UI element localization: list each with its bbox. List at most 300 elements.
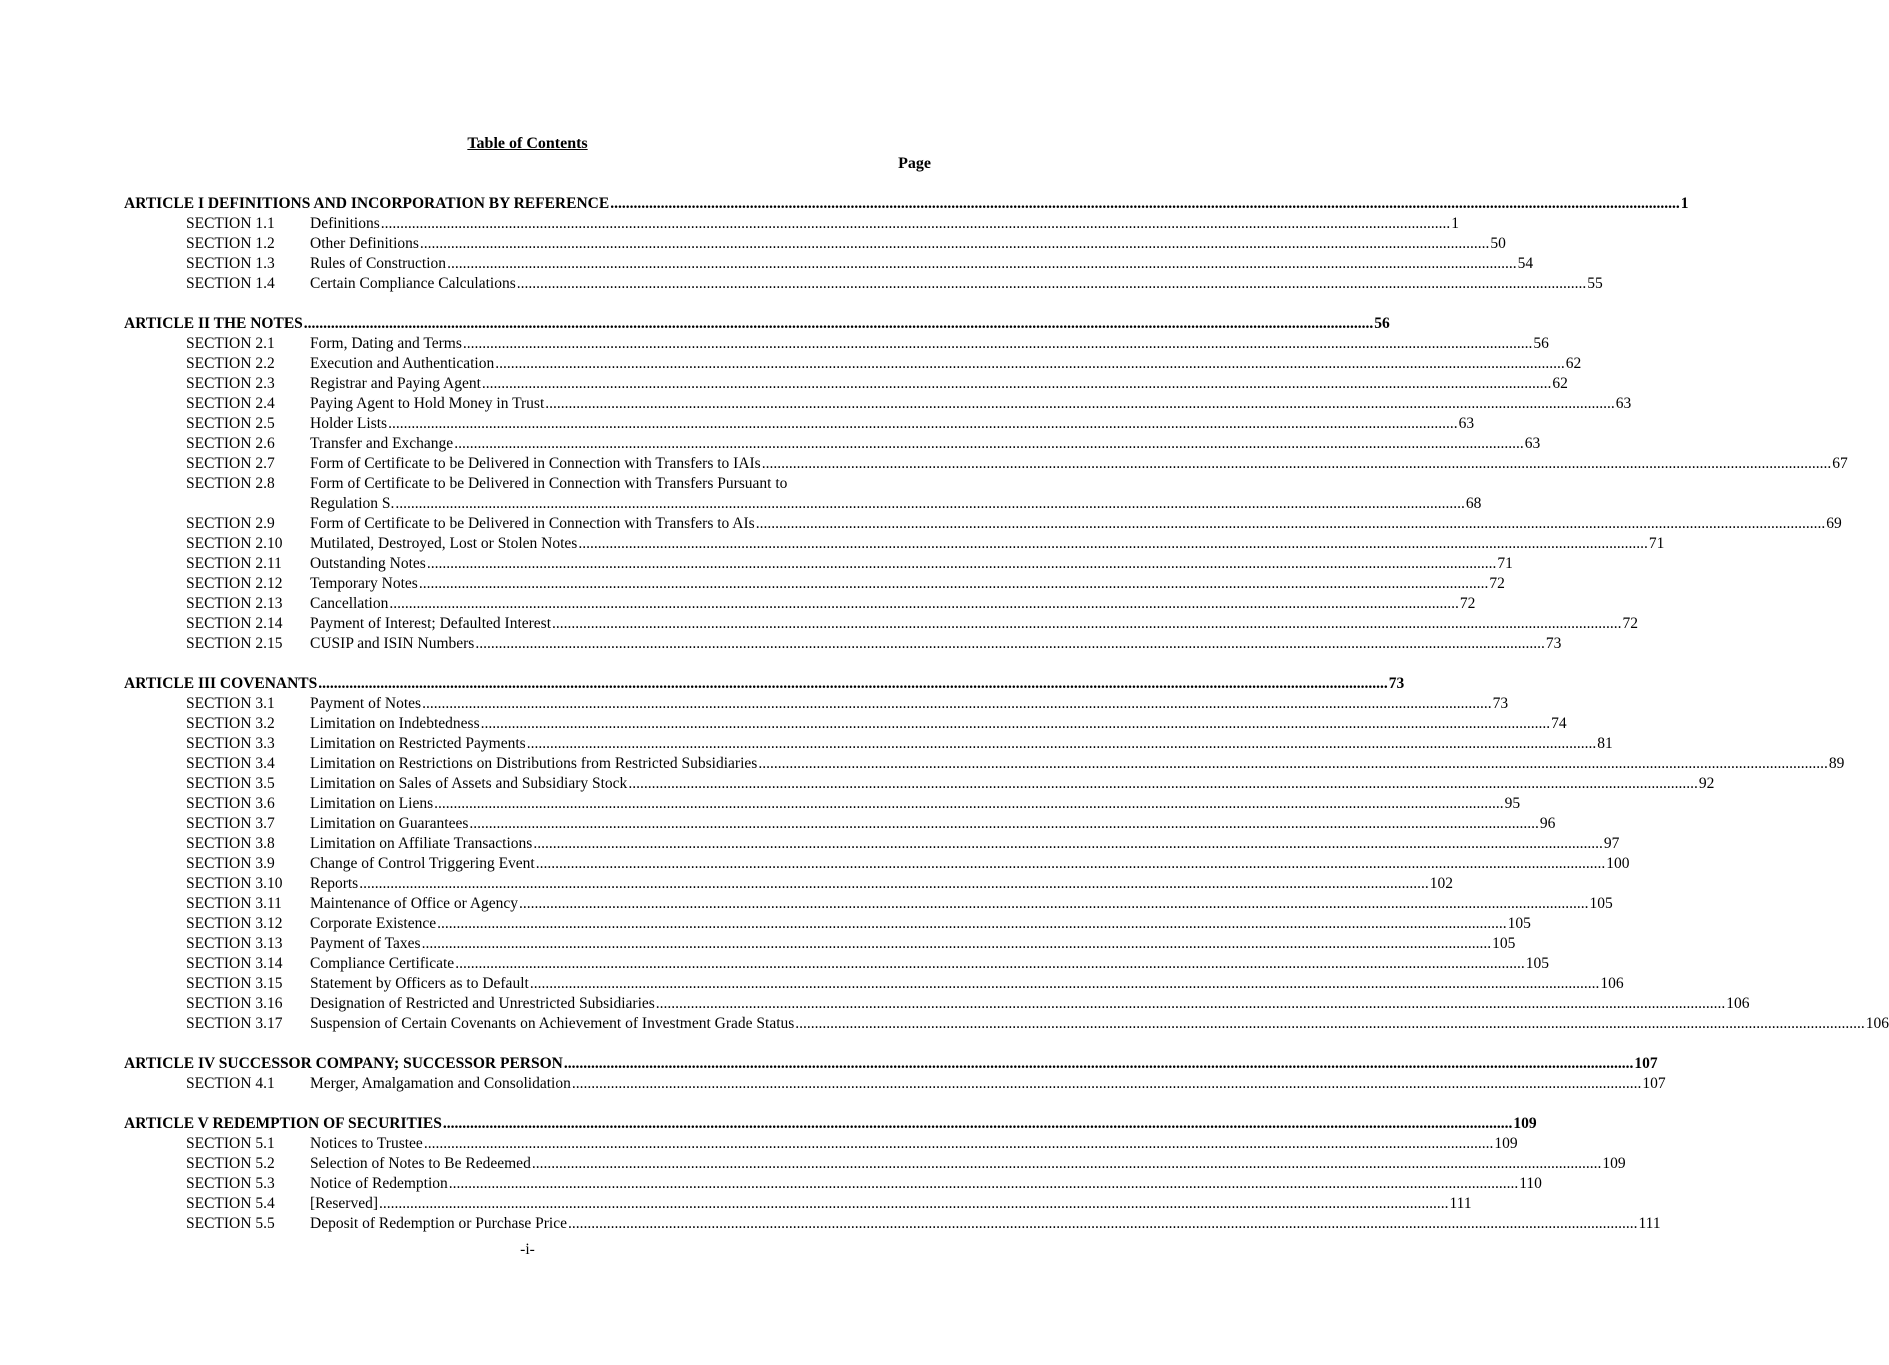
toc-section-entry[interactable] (124, 374, 1568, 394)
section-title-line (310, 734, 1613, 754)
toc-section-entry[interactable] (124, 1214, 1661, 1234)
section-title: Selection of Notes to Be Redeemed (310, 1155, 531, 1172)
section-page-number: 111 (1638, 1215, 1661, 1232)
section-number: SECTION 1.2 (186, 235, 275, 252)
section-page-number: 105 (1589, 895, 1613, 912)
section-title-line (310, 914, 1531, 934)
section-page-number: 74 (1551, 715, 1567, 732)
section-number: SECTION 3.10 (186, 875, 283, 892)
section-title: Limitation on Guarantees (310, 815, 469, 832)
article-title: ARTICLE V REDEMPTION OF SECURITIES (124, 1115, 442, 1132)
section-body (310, 1014, 1889, 1034)
section-page-number: 106 (1865, 1015, 1889, 1032)
section-body (310, 854, 1630, 874)
section-title-line (310, 1214, 1661, 1234)
section-title-line (310, 374, 1568, 394)
section-page-number: 110 (1519, 1175, 1542, 1192)
section-number: SECTION 5.1 (186, 1135, 275, 1152)
dot-leader (482, 374, 1552, 394)
section-title: Maintenance of Office or Agency (310, 895, 519, 912)
section-title-line (310, 1074, 1666, 1094)
section-page-number: 92 (1698, 775, 1715, 792)
section-title-line (310, 354, 1581, 374)
toc-section-entry[interactable] (124, 1154, 1626, 1174)
section-page-number: 81 (1597, 735, 1613, 752)
dot-leader (533, 834, 1603, 854)
section-title-line (310, 814, 1555, 834)
toc-section-entry[interactable] (124, 734, 1613, 754)
section-number: SECTION 3.14 (186, 955, 283, 972)
toc-section-entry[interactable] (124, 974, 1624, 994)
section-title: Statement by Officers as to Default (310, 975, 529, 992)
section-page-number: 102 (1429, 875, 1453, 892)
section-number: SECTION 2.1 (186, 335, 275, 352)
section-page-number: 1 (1451, 215, 1459, 232)
toc-article-entry[interactable] (124, 194, 1689, 214)
toc-section-entry[interactable] (124, 934, 1516, 954)
section-title: Form, Dating and Terms (310, 335, 462, 352)
section-title: Limitation on Affiliate Transactions (310, 835, 533, 852)
toc-article-entry[interactable] (124, 674, 1405, 694)
toc-list (124, 194, 1889, 1234)
section-title-line (310, 854, 1630, 874)
dot-leader (481, 714, 1551, 734)
section-title-line (310, 974, 1624, 994)
dot-leader (427, 554, 1497, 574)
dot-leader (578, 534, 1648, 554)
section-body (310, 714, 1567, 734)
section-number: SECTION 3.7 (186, 815, 275, 832)
section-title: Payment of Interest; Defaulted Interest (310, 615, 552, 632)
section-title-line (310, 1014, 1889, 1034)
section-body (310, 934, 1515, 954)
section-title-line (310, 214, 1459, 234)
section-title: Reports (310, 875, 359, 892)
section-body (310, 394, 1631, 414)
section-body (310, 994, 1750, 1014)
section-page-number: 109 (1602, 1155, 1626, 1172)
dot-leader (656, 994, 1726, 1014)
toc-section-entry[interactable] (124, 834, 1620, 854)
dot-leader (495, 354, 1565, 374)
toc-section-entry[interactable] (124, 1014, 1889, 1034)
dot-leader (572, 1074, 1642, 1094)
section-title: Merger, Amalgamation and Consolidation (310, 1075, 571, 1092)
section-number: SECTION 5.4 (186, 1195, 275, 1212)
toc-section-entry[interactable] (124, 574, 1505, 594)
section-title-line (310, 774, 1714, 794)
section-title-line (310, 494, 1481, 514)
section-title: Registrar and Paying Agent (310, 375, 481, 392)
section-page-number: 71 (1497, 555, 1513, 572)
section-title: Mutilated, Destroyed, Lost or Stolen Notes (310, 535, 578, 552)
toc-section-entry[interactable] (124, 1194, 1472, 1214)
section-page-number: 63 (1524, 435, 1541, 452)
section-title: Change of Control Triggering Event (310, 855, 535, 872)
section-title: Paying Agent to Hold Money in Trust (310, 395, 545, 412)
section-title-line (310, 614, 1638, 634)
dot-leader (530, 974, 1600, 994)
section-title-line (310, 454, 1848, 474)
dot-leader (564, 1054, 1634, 1074)
section-page-number: 105 (1507, 915, 1531, 932)
section-number: SECTION 3.16 (186, 995, 283, 1012)
toc-heading: Table of Contents (467, 135, 588, 152)
section-page-number: 73 (1492, 695, 1509, 712)
toc-section-entry[interactable] (124, 774, 1715, 794)
section-number: SECTION 2.10 (186, 535, 283, 552)
toc-section-entry[interactable] (124, 814, 1556, 834)
toc-section-entry[interactable] (124, 254, 1534, 274)
section-number: SECTION 2.3 (186, 375, 275, 392)
toc-section-entry[interactable] (124, 954, 1549, 974)
dot-leader (475, 634, 1545, 654)
dot-leader (447, 254, 1517, 274)
section-body (310, 634, 1561, 654)
section-title: Compliance Certificate (310, 955, 455, 972)
section-number: SECTION 2.5 (186, 415, 275, 432)
article-page-number: 107 (1634, 1055, 1658, 1072)
section-body (310, 274, 1603, 294)
dot-leader (388, 414, 1458, 434)
section-title: Limitation on Restrictions on Distributions from Restricted Subsidiaries (310, 755, 758, 772)
dot-leader (545, 394, 1615, 414)
article-page-number: 1 (1680, 195, 1689, 212)
section-page-number: 105 (1492, 935, 1516, 952)
dot-leader (389, 594, 1459, 614)
toc-section-entry[interactable] (124, 474, 1482, 514)
section-title-line (310, 794, 1520, 814)
section-body (310, 374, 1568, 394)
section-page-number: 69 (1826, 515, 1842, 532)
toc-article-entry[interactable] (124, 1054, 1658, 1074)
section-number: SECTION 2.6 (186, 435, 275, 452)
section-title: Holder Lists (310, 415, 388, 432)
toc-article-entry[interactable] (124, 314, 1390, 334)
section-body (310, 454, 1848, 474)
toc-section-entry[interactable] (124, 354, 1582, 374)
page-number-footer: -i- (520, 1241, 535, 1258)
toc-section-entry[interactable] (124, 1134, 1518, 1154)
toc-section-entry[interactable] (124, 874, 1453, 894)
section-number: SECTION 2.4 (186, 395, 275, 412)
section-title-line (310, 274, 1603, 294)
section-body (310, 774, 1714, 794)
section-body (310, 754, 1844, 774)
section-page-number: 106 (1600, 975, 1624, 992)
section-page-number: 100 (1606, 855, 1630, 872)
section-body (310, 234, 1506, 254)
section-page-number: 95 (1504, 795, 1521, 812)
section-body (310, 914, 1531, 934)
toc-section-entry[interactable] (124, 434, 1541, 454)
section-page-number: 54 (1517, 255, 1534, 272)
section-number: SECTION 2.15 (186, 635, 283, 652)
section-title-line (310, 254, 1533, 274)
toc-spacer (124, 294, 931, 314)
toc-section-entry[interactable] (124, 634, 1562, 654)
dot-leader (379, 1194, 1449, 1214)
section-title: Suspension of Certain Covenants on Achievement of Investment Grade Status (310, 1015, 795, 1032)
section-number: SECTION 1.1 (186, 215, 275, 232)
dot-leader (532, 1154, 1602, 1174)
section-number: SECTION 1.4 (186, 275, 275, 292)
toc-spacer (124, 654, 931, 674)
section-title: Other Definitions (310, 235, 419, 252)
dot-leader (419, 574, 1489, 594)
section-title-line (310, 574, 1505, 594)
section-number: SECTION 2.12 (186, 575, 283, 592)
section-body (310, 354, 1581, 374)
section-body (310, 474, 1481, 514)
section-page-number: 109 (1494, 1135, 1518, 1152)
section-page-number: 50 (1490, 235, 1506, 252)
section-page-number: 55 (1587, 275, 1603, 292)
dot-leader (449, 1174, 1519, 1194)
section-title: Outstanding Notes (310, 555, 426, 572)
toc-section-entry[interactable] (124, 514, 1842, 534)
section-number: SECTION 3.17 (186, 1015, 283, 1032)
dot-leader (610, 194, 1680, 214)
section-number: SECTION 2.2 (186, 355, 275, 372)
section-number: SECTION 4.1 (186, 1075, 275, 1092)
toc-section-entry[interactable] (124, 754, 1845, 774)
section-title: Form of Certificate to be Delivered in Connection with Transfers to IAIs (310, 455, 761, 472)
section-number: SECTION 3.9 (186, 855, 275, 872)
section-body (310, 594, 1475, 614)
section-title-line (310, 1154, 1626, 1174)
article-page-number: 56 (1374, 315, 1390, 332)
section-title: CUSIP and ISIN Numbers (310, 635, 475, 652)
dot-leader (437, 914, 1507, 934)
section-page-number: 63 (1458, 415, 1475, 432)
dot-leader (469, 814, 1539, 834)
section-page-number: 97 (1603, 835, 1620, 852)
section-title-line (310, 414, 1474, 434)
section-title-line (310, 234, 1506, 254)
toc-section-entry[interactable] (124, 914, 1531, 934)
section-title-line (310, 534, 1664, 554)
section-title-line (310, 554, 1513, 574)
article-title: ARTICLE II THE NOTES (124, 315, 303, 332)
dot-leader (395, 494, 1465, 514)
article-title: ARTICLE IV SUCCESSOR COMPANY; SUCCESSOR PERSON (124, 1055, 563, 1072)
section-page-number: 111 (1449, 1195, 1472, 1212)
toc-section-entry[interactable] (124, 234, 1506, 254)
section-page-number: 68 (1465, 495, 1482, 512)
section-title-line (310, 334, 1549, 354)
toc-section-entry[interactable] (124, 414, 1475, 434)
section-title-line (310, 474, 1481, 494)
toc-section-entry[interactable] (124, 794, 1521, 814)
section-number: SECTION 2.13 (186, 595, 283, 612)
article-page-number: 73 (1388, 675, 1405, 692)
section-number: SECTION 5.5 (186, 1215, 275, 1232)
toc-section-entry[interactable] (124, 694, 1509, 714)
section-page-number: 105 (1525, 955, 1549, 972)
section-body (310, 534, 1664, 554)
dot-leader (552, 614, 1622, 634)
dot-leader (304, 314, 1374, 334)
section-title: Cancellation (310, 595, 389, 612)
dot-leader (443, 1114, 1513, 1134)
section-title-line (310, 874, 1453, 894)
section-title: Limitation on Indebtedness (310, 715, 480, 732)
section-title-line (310, 894, 1613, 914)
section-number: SECTION 1.3 (186, 255, 275, 272)
section-title: Execution and Authentication (310, 355, 495, 372)
article-title: ARTICLE I DEFINITIONS AND INCORPORATION BY REFERENCE (124, 195, 610, 212)
section-page-number: 96 (1539, 815, 1556, 832)
toc-article-entry[interactable] (124, 1114, 1537, 1134)
section-body (310, 1134, 1518, 1154)
section-title: Temporary Notes (310, 575, 418, 592)
section-number: SECTION 3.15 (186, 975, 283, 992)
section-number: SECTION 2.9 (186, 515, 275, 532)
section-title-line (310, 634, 1561, 654)
dot-leader (795, 1014, 1865, 1034)
toc-spacer (124, 1034, 931, 1054)
section-number: SECTION 3.8 (186, 835, 275, 852)
section-title-line (310, 714, 1567, 734)
dot-leader (422, 694, 1492, 714)
section-body (310, 1174, 1542, 1194)
page-column-label: Page (898, 155, 931, 172)
toc-section-entry[interactable] (124, 214, 1459, 234)
toc-section-entry[interactable] (124, 614, 1639, 634)
toc-section-entry[interactable] (124, 554, 1513, 574)
section-body (310, 614, 1638, 634)
dot-leader (422, 934, 1492, 954)
section-title-line (310, 1194, 1472, 1214)
section-title: Designation of Restricted and Unrestricted Subsidiaries (310, 995, 655, 1012)
dot-leader (381, 214, 1451, 234)
toc-section-entry[interactable] (124, 334, 1549, 354)
section-body (310, 814, 1555, 834)
section-number: SECTION 3.3 (186, 735, 275, 752)
section-page-number: 72 (1489, 575, 1505, 592)
section-title-line (310, 954, 1549, 974)
section-page-number: 56 (1533, 335, 1549, 352)
section-number: SECTION 5.2 (186, 1155, 275, 1172)
dot-leader (568, 1214, 1638, 1234)
section-body (310, 554, 1513, 574)
section-number: SECTION 3.12 (186, 915, 283, 932)
section-body (310, 894, 1613, 914)
toc-spacer (124, 1094, 931, 1114)
dot-leader (517, 274, 1587, 294)
toc-section-entry[interactable] (124, 534, 1665, 554)
dot-leader (318, 674, 1388, 694)
section-title-line (310, 754, 1844, 774)
section-title: Form of Certificate to be Delivered in Connection with Transfers to AIs (310, 515, 755, 532)
section-number: SECTION 3.6 (186, 795, 275, 812)
section-title-continued: Regulation S. (310, 495, 395, 512)
dot-leader (756, 514, 1826, 534)
section-title: Deposit of Redemption or Purchase Price (310, 1215, 567, 1232)
section-page-number: 72 (1622, 615, 1639, 632)
section-number: SECTION 2.14 (186, 615, 283, 632)
section-title: [Reserved] (310, 1195, 378, 1212)
section-body (310, 254, 1533, 274)
section-page-number: 89 (1828, 755, 1845, 772)
section-body (310, 1214, 1661, 1234)
section-page-number: 62 (1565, 355, 1582, 372)
section-body (310, 334, 1549, 354)
toc-section-entry[interactable] (124, 594, 1476, 614)
toc-section-entry[interactable] (124, 714, 1567, 734)
section-title: Rules of Construction (310, 255, 447, 272)
section-number: SECTION 3.1 (186, 695, 275, 712)
section-number: SECTION 3.13 (186, 935, 283, 952)
toc-section-entry[interactable] (124, 1074, 1666, 1094)
section-page-number: 63 (1615, 395, 1632, 412)
section-title: Payment of Taxes (310, 935, 421, 952)
toc-section-entry[interactable] (124, 394, 1632, 414)
section-number: SECTION 3.11 (186, 895, 282, 912)
section-page-number: 71 (1648, 535, 1665, 552)
toc-section-entry[interactable] (124, 274, 1603, 294)
section-number: SECTION 2.8 (186, 475, 275, 492)
section-title: Corporate Existence (310, 915, 437, 932)
section-title-line (310, 834, 1619, 854)
section-body (310, 574, 1505, 594)
section-title: Limitation on Liens (310, 795, 434, 812)
section-body (310, 834, 1619, 854)
toc-section-entry[interactable] (124, 854, 1630, 874)
dot-leader (424, 1134, 1494, 1154)
section-page-number: 107 (1642, 1075, 1666, 1092)
section-body (310, 1154, 1626, 1174)
section-title-line (310, 1134, 1518, 1154)
dot-leader (454, 434, 1524, 454)
section-title-line (310, 594, 1475, 614)
article-title: ARTICLE III COVENANTS (124, 675, 318, 692)
dot-leader (758, 754, 1828, 774)
toc-section-entry[interactable] (124, 1174, 1542, 1194)
toc-section-entry[interactable] (124, 894, 1613, 914)
section-body (310, 974, 1624, 994)
section-title: Definitions (310, 215, 380, 232)
section-page-number: 106 (1726, 995, 1750, 1012)
section-number: SECTION 3.5 (186, 775, 275, 792)
dot-leader (628, 774, 1698, 794)
section-page-number: 73 (1545, 635, 1562, 652)
section-title: Certain Compliance Calculations (310, 275, 516, 292)
section-number: SECTION 2.11 (186, 555, 282, 572)
toc-section-entry[interactable] (124, 994, 1750, 1014)
section-title: Notice of Redemption (310, 1175, 448, 1192)
section-title-line (310, 514, 1842, 534)
section-title-line (310, 394, 1631, 414)
section-body (310, 874, 1453, 894)
section-body (310, 794, 1520, 814)
section-body (310, 954, 1549, 974)
toc-section-entry[interactable] (124, 454, 1848, 474)
section-body (310, 734, 1613, 754)
section-title-line (310, 434, 1540, 454)
dot-leader (463, 334, 1533, 354)
section-number: SECTION 3.2 (186, 715, 275, 732)
section-title-line (310, 934, 1515, 954)
section-title-line (310, 694, 1508, 714)
dot-leader (762, 454, 1832, 474)
section-page-number: 67 (1832, 455, 1848, 472)
section-title: Payment of Notes (310, 695, 422, 712)
section-body (310, 514, 1842, 534)
section-body (310, 1074, 1666, 1094)
dot-leader (527, 734, 1597, 754)
